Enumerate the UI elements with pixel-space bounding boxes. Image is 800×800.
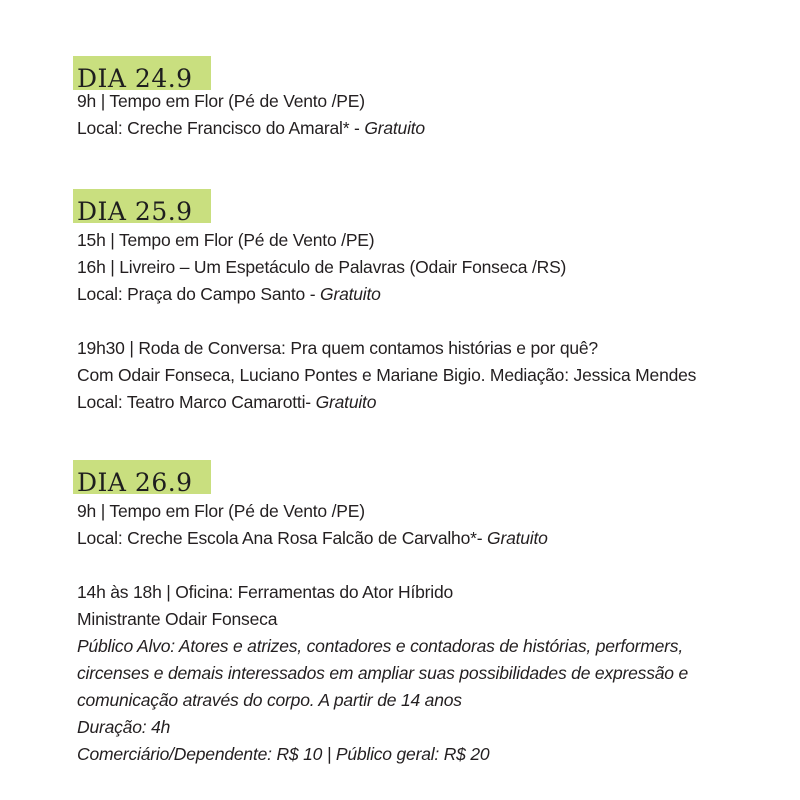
day-title: DIA 25.9 xyxy=(77,197,193,226)
event-detail: comunicação através do corpo. A partir de 14 anos xyxy=(77,690,462,710)
event-line: Ministrante Odair Fonseca xyxy=(77,609,278,629)
day-title: DIA 24.9 xyxy=(77,64,193,93)
event-location: Local: Teatro Marco Camarotti- Gratuito xyxy=(77,392,377,412)
event-line: 19h30 | Roda de Conversa: Pra quem contamos histórias e por quê? xyxy=(77,338,598,358)
event-line: 9h | Tempo em Flor (Pé de Vento /PE) xyxy=(77,501,365,521)
event-line: 16h | Livreiro – Um Espetáculo de Palavras (Odair Fonseca /RS) xyxy=(77,257,567,277)
day-header-24-9 xyxy=(73,56,211,93)
event-price: Comerciário/Dependente: R$ 10 | Público geral: R$ 20 xyxy=(77,744,490,764)
free-label: Gratuito xyxy=(320,284,381,304)
free-label: Gratuito xyxy=(364,118,425,138)
day-header-26-9 xyxy=(73,460,211,497)
free-label: Gratuito xyxy=(315,392,377,412)
day-header-25-9 xyxy=(73,189,211,226)
event-location: Local: Creche Francisco do Amaral* - Gratuito xyxy=(77,118,425,138)
event-location: Local: Creche Escola Ana Rosa Falcão de Carvalho*- Gratuito xyxy=(77,528,548,548)
event-line: 14h às 18h | Oficina: Ferramentas do Ator Híbrido xyxy=(77,582,454,602)
event-line: 15h | Tempo em Flor (Pé de Vento /PE) xyxy=(77,230,375,250)
free-label: Gratuito xyxy=(487,528,548,548)
event-detail: Público Alvo: Atores e atrizes, contadores e contadoras de histórias, performers, xyxy=(77,636,683,656)
event-detail: circenses e demais interessados em ampliar suas possibilidades de expressão e xyxy=(77,663,689,683)
event-location: Local: Praça do Campo Santo - Gratuito xyxy=(77,284,381,304)
event-line: Com Odair Fonseca, Luciano Pontes e Mariane Bigio. Mediação: Jessica Mendes xyxy=(77,365,697,385)
day-title: DIA 26.9 xyxy=(77,468,193,497)
event-duration: Duração: 4h xyxy=(77,717,171,737)
event-line: 9h | Tempo em Flor (Pé de Vento /PE) xyxy=(77,91,365,111)
